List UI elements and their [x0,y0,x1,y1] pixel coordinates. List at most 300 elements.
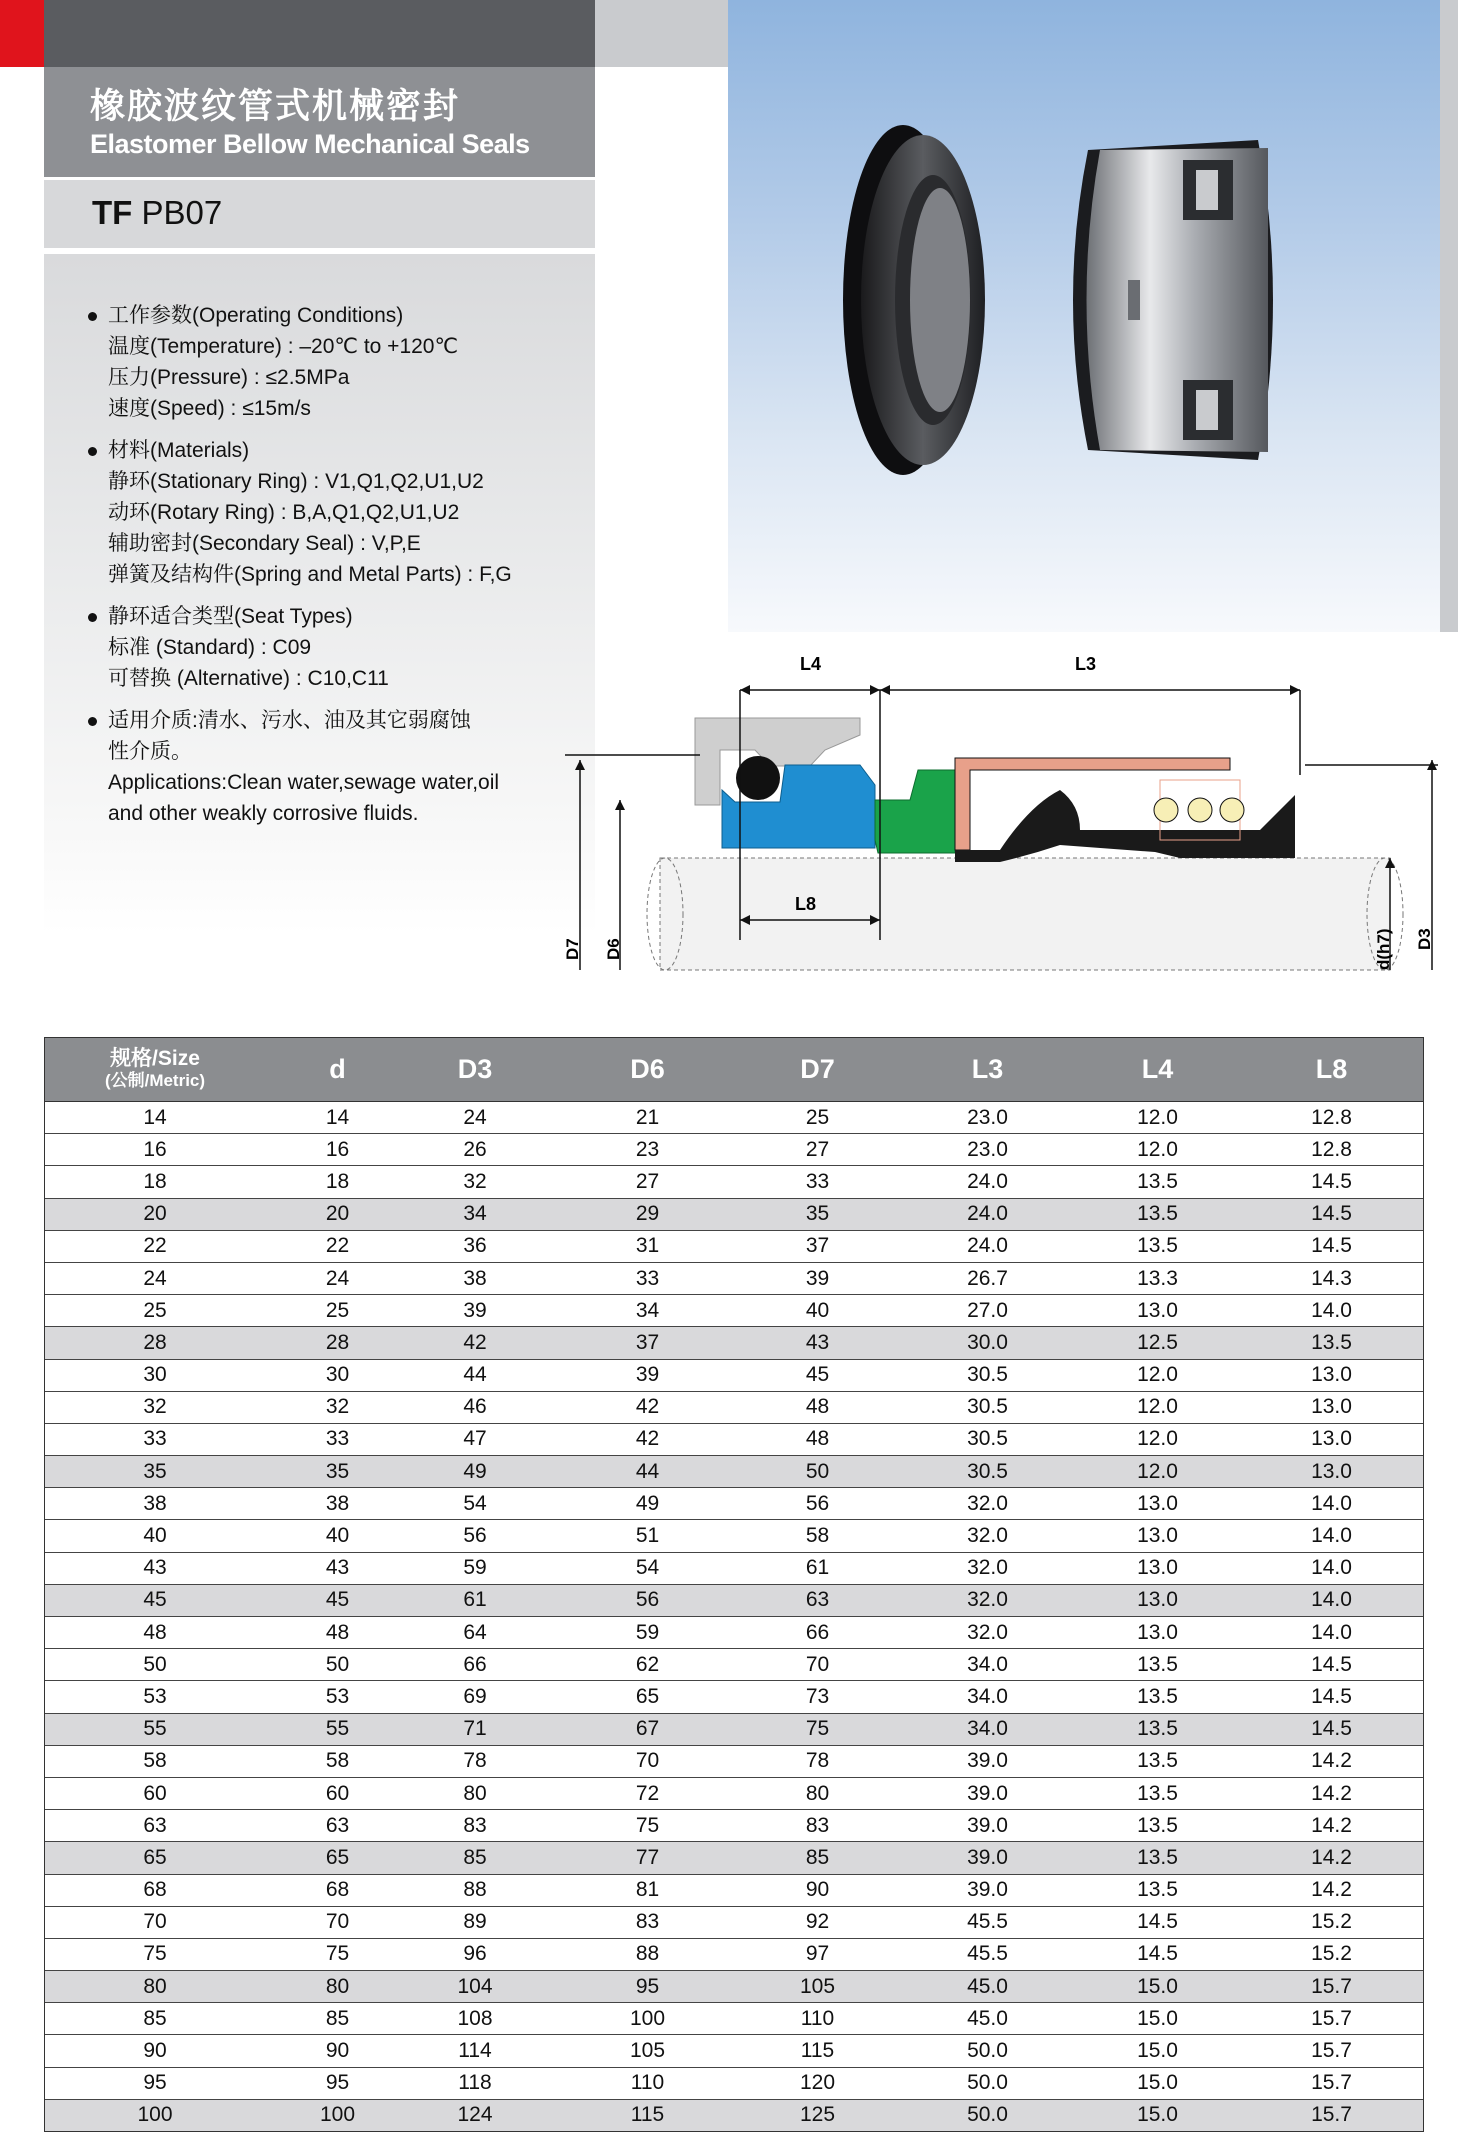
cell-L3: 39.0 [967,1845,1008,1869]
cell-D6: 21 [635,1105,660,1129]
cell-D7: 78 [805,1749,830,1773]
cell-L3: 32.0 [967,1524,1008,1548]
cell-L4: 13.5 [1137,1878,1178,1902]
cell-D6: 42 [635,1427,660,1451]
cell-L8: 14.5 [1311,1202,1352,1226]
cell-L3: 50.0 [967,2071,1008,2095]
cell-L3: 27.0 [967,1298,1008,1322]
label-L3: L3 [1075,654,1097,674]
table-row [45,1649,1423,1681]
cell-size: 24 [143,1266,167,1290]
cell-L3: 24.0 [967,1202,1008,1226]
cell-D6: 75 [635,1813,660,1837]
cell-L8: 14.0 [1311,1298,1352,1322]
table-row [45,1295,1423,1327]
spec-line: 标准 (Standard) : C09 [108,636,312,659]
cell-D3: 47 [463,1427,487,1451]
cell-L8: 15.2 [1311,1942,1352,1966]
cross-section-diagram [560,640,1440,1000]
table-row [45,1585,1423,1617]
header-L8: L8 [1315,1054,1348,1084]
cell-L4: 13.5 [1137,1652,1178,1676]
cell-L8: 14.2 [1311,1749,1352,1773]
cell-D6: 33 [635,1266,660,1290]
table-row [45,1134,1423,1166]
table-row [45,1553,1423,1585]
label-d: d(h7) [1374,928,1393,970]
cell-D3: 66 [463,1652,487,1676]
cell-size: 22 [143,1234,167,1258]
cell-D6: 83 [635,1910,660,1934]
spec-heading: 材料(Materials) [88,435,568,466]
cell-size: 55 [143,1717,167,1741]
cell-size: 16 [143,1137,167,1161]
cell-d: 20 [325,1202,350,1226]
cell-D7: 48 [805,1395,830,1419]
table-row [45,1360,1423,1392]
cell-size: 40 [143,1524,167,1548]
cell-D6: 72 [635,1781,660,1805]
cell-L8: 15.2 [1311,1910,1352,1934]
cell-L3: 32.0 [967,1556,1008,1580]
cell-L4: 12.5 [1137,1330,1178,1354]
header-d: d [329,1054,346,1084]
cell-L4: 13.5 [1137,1781,1178,1805]
cell-size: 14 [143,1105,167,1129]
cell-L8: 15.7 [1311,2039,1352,2063]
cell-L8: 13.5 [1311,1330,1352,1354]
cell-size: 38 [143,1491,167,1515]
cell-L4: 12.0 [1137,1137,1178,1161]
cell-D6: 95 [635,1974,660,1998]
table-row [45,1681,1423,1713]
cell-D3: 118 [458,2071,492,2095]
cell-L3: 23.0 [967,1105,1008,1129]
cell-D3: 32 [463,1169,487,1193]
title-chinese: 橡胶波纹管式机械密封 [90,87,461,126]
table-row [45,1424,1423,1456]
cell-L8: 12.8 [1311,1105,1352,1129]
cell-size: 90 [143,2039,167,2063]
cell-size: 20 [143,1202,167,1226]
cell-D7: 43 [805,1330,830,1354]
table-row [45,1263,1423,1295]
cell-D3: 38 [463,1266,487,1290]
cell-d: 28 [325,1330,350,1354]
cell-D7: 58 [805,1524,830,1548]
cell-size: 32 [143,1395,167,1419]
cell-L4: 12.0 [1137,1459,1178,1483]
cell-D7: 70 [805,1652,830,1676]
cell-D6: 27 [635,1169,660,1193]
operating-conditions [88,300,568,424]
cell-D7: 92 [805,1910,830,1934]
table-row [45,1166,1423,1198]
cell-D3: 89 [463,1910,487,1934]
cell-L4: 14.5 [1137,1942,1178,1966]
cell-L4: 15.0 [1137,1974,1178,1998]
spec-heading: 静环适合类型(Seat Types) [88,601,568,632]
cell-d: 43 [325,1556,350,1580]
shaft [647,858,1403,970]
model-name [92,194,222,232]
cell-D7: 73 [805,1684,830,1708]
table-row [45,1746,1423,1778]
cell-D7: 37 [805,1234,830,1258]
cell-L3: 50.0 [967,2039,1008,2063]
cell-L3: 39.0 [967,1878,1008,1902]
cell-d: 30 [325,1363,350,1387]
cell-size: 35 [143,1459,167,1483]
cell-D3: 24 [463,1105,487,1129]
cell-L8: 14.0 [1311,1524,1352,1548]
cell-D7: 40 [805,1298,830,1322]
seal-photo-illustration [728,0,1440,632]
cell-D7: 35 [805,1202,830,1226]
spec-line: Applications:Clean water,sewage water,oil [108,771,500,794]
cell-D7: 27 [805,1137,830,1161]
top-bar-dark-block [44,0,595,67]
materials [88,435,568,590]
cell-size: 48 [143,1620,167,1644]
cell-L8: 14.5 [1311,1717,1352,1741]
cell-D7: 33 [805,1169,830,1193]
cell-D6: 51 [635,1524,660,1548]
cell-size: 53 [143,1684,167,1708]
cell-D3: 124 [457,2103,493,2127]
cell-D7: 120 [799,2071,836,2095]
cell-size: 45 [143,1588,167,1612]
cell-D6: 100 [629,2006,666,2030]
header-D7: D7 [800,1054,835,1084]
cell-D3: 85 [463,1845,487,1869]
cell-L8: 14.2 [1311,1813,1352,1837]
cell-L4: 13.0 [1137,1556,1178,1580]
cell-L3: 26.7 [967,1266,1008,1290]
cell-L8: 12.8 [1311,1137,1352,1161]
cell-L4: 15.0 [1137,2103,1178,2127]
cell-d: 38 [325,1491,350,1515]
table-row [45,1231,1423,1263]
spec-line: 压力(Pressure) : ≤2.5MPa [108,366,350,389]
cell-D6: 110 [630,2071,665,2095]
model-panel [44,180,595,248]
title-panel [44,67,595,177]
cell-D6: 29 [635,1202,660,1226]
cell-D6: 65 [635,1684,660,1708]
spec-line: 温度(Temperature) : –20℃ to +120℃ [108,335,459,358]
table-row [45,1778,1423,1810]
header-L4: L4 [1141,1054,1174,1084]
cell-L4: 13.0 [1137,1588,1178,1612]
cell-d: 53 [325,1684,350,1708]
cell-L8: 14.0 [1311,1556,1352,1580]
cell-D7: 66 [805,1620,830,1644]
cell-L8: 14.5 [1311,1684,1352,1708]
cell-L4: 12.0 [1137,1395,1178,1419]
cell-L8: 14.5 [1311,1169,1352,1193]
cell-D7: 39 [805,1266,830,1290]
cell-D6: 67 [635,1717,660,1741]
cell-size: 25 [143,1298,167,1322]
table-row [45,1392,1423,1424]
model-prefix: TF [92,194,133,231]
cell-D7: 63 [805,1588,830,1612]
cell-D3: 61 [463,1588,487,1612]
spec-line: 静环(Stationary Ring) : V1,Q1,Q2,U1,U2 [108,470,484,493]
cell-L8: 14.0 [1311,1620,1352,1644]
cell-d: 32 [325,1395,350,1419]
spec-line: 速度(Speed) : ≤15m/s [108,397,311,420]
spec-list [88,300,568,840]
cell-d: 18 [325,1169,350,1193]
cell-d: 63 [325,1813,350,1837]
cell-D7: 56 [805,1491,830,1515]
cell-d: 58 [325,1749,350,1773]
cell-L3: 32.0 [967,1620,1008,1644]
cell-d: 16 [325,1137,350,1161]
cell-D6: 88 [635,1942,660,1966]
cell-size: 60 [143,1781,167,1805]
cell-D3: 78 [463,1749,487,1773]
cell-D6: 23 [635,1137,660,1161]
cell-L8: 14.2 [1311,1781,1352,1805]
cell-L4: 13.5 [1137,1845,1178,1869]
spec-line: 性介质。 [108,740,192,763]
cell-D3: 54 [463,1491,487,1515]
spring-coil [1188,798,1212,822]
cell-D7: 48 [805,1427,830,1451]
cell-d: 25 [325,1298,350,1322]
cell-L4: 13.5 [1137,1749,1178,1773]
cell-D3: 71 [463,1717,487,1741]
table-row [45,1842,1423,1874]
label-D3: D3 [1415,928,1434,950]
cell-D6: 56 [635,1588,660,1612]
cell-d: 45 [325,1588,350,1612]
cell-size: 18 [143,1169,167,1193]
cell-D3: 44 [463,1363,487,1387]
cell-L4: 13.5 [1137,1234,1178,1258]
cell-size: 85 [143,2006,167,2030]
cell-D7: 110 [800,2006,835,2030]
cell-d: 65 [325,1845,350,1869]
cell-L4: 13.5 [1137,1169,1178,1193]
cell-L4: 15.0 [1137,2006,1178,2030]
table-body [45,1102,1423,2131]
cell-L3: 32.0 [967,1588,1008,1612]
cell-L3: 34.0 [967,1684,1008,1708]
header-D6: D6 [630,1054,665,1084]
cell-d: 24 [325,1266,350,1290]
cell-D3: 26 [463,1137,487,1161]
label-L4: L4 [800,654,822,674]
cell-size: 95 [143,2071,167,2095]
table-row [45,1971,1423,2003]
cell-size: 28 [143,1330,167,1354]
photo-side-strip [1440,0,1458,632]
cell-D6: 39 [635,1363,660,1387]
cell-D3: 39 [463,1298,487,1322]
cell-D3: 104 [457,1974,493,1998]
table-row [45,1810,1423,1842]
cell-size: 68 [143,1878,167,1902]
spec-heading: 适用介质:清水、污水、油及其它弱腐蚀 [88,705,568,736]
cell-L4: 12.0 [1137,1105,1178,1129]
cell-L4: 15.0 [1137,2071,1178,2095]
cell-L8: 14.5 [1311,1234,1352,1258]
cell-D3: 56 [463,1524,487,1548]
table-header [45,1038,1423,1102]
table-row [45,1102,1423,1134]
cell-L8: 14.2 [1311,1845,1352,1869]
table-row [45,1939,1423,1971]
cell-D6: 115 [630,2103,665,2127]
cell-L8: 15.7 [1311,2103,1352,2127]
spec-line: and other weakly corrosive fluids. [108,802,419,825]
cell-L4: 15.0 [1137,2039,1178,2063]
cell-D3: 96 [463,1942,487,1966]
label-D7: D7 [563,938,582,960]
cell-L3: 45.5 [967,1942,1008,1966]
cell-D7: 85 [805,1845,830,1869]
cell-D3: 59 [463,1556,487,1580]
cell-L4: 13.0 [1137,1298,1178,1322]
label-D6: D6 [604,938,623,960]
cell-size: 30 [143,1363,167,1387]
cell-L3: 39.0 [967,1781,1008,1805]
cell-L4: 13.0 [1137,1491,1178,1515]
size-table [44,1037,1424,2132]
cell-D6: 42 [635,1395,660,1419]
seat-types [88,601,568,694]
cell-D3: 64 [463,1620,487,1644]
cell-d: 75 [325,1942,350,1966]
cell-D3: 34 [463,1202,487,1226]
table-row [45,1327,1423,1359]
table-row [45,1199,1423,1231]
cell-D6: 37 [635,1330,660,1354]
cell-size: 63 [143,1813,167,1837]
cell-D7: 125 [799,2103,836,2127]
table-row [45,1617,1423,1649]
cell-d: 100 [319,2103,356,2127]
o-ring [736,756,780,800]
table-row [45,1907,1423,1939]
cell-D3: 69 [463,1684,487,1708]
table-row [45,2035,1423,2067]
cell-D6: 31 [635,1234,660,1258]
cell-L8: 13.0 [1311,1363,1352,1387]
cell-D6: 77 [635,1845,660,1869]
cell-D3: 108 [457,2006,493,2030]
cell-size: 58 [143,1749,167,1773]
rotary-face [875,770,955,853]
cell-d: 80 [325,1974,350,1998]
label-L8: L8 [795,894,817,914]
cell-D3: 46 [463,1395,487,1419]
spec-line: 可替换 (Alternative) : C10,C11 [108,667,389,690]
spec-line: 动环(Rotary Ring) : B,A,Q1,Q2,U1,U2 [108,501,460,524]
cell-D3: 88 [463,1878,487,1902]
table-row [45,2068,1423,2100]
bellow [955,790,1295,862]
cell-D3: 49 [463,1459,487,1483]
spec-line: 辅助密封(Secondary Seal) : V,P,E [108,532,421,555]
rotary-unit-photo [1073,140,1273,460]
cell-D7: 25 [805,1105,830,1129]
cell-L8: 14.0 [1311,1588,1352,1612]
cell-L3: 39.0 [967,1749,1008,1773]
cell-L4: 14.5 [1137,1910,1178,1934]
cell-L3: 24.0 [967,1234,1008,1258]
cell-L8: 14.5 [1311,1652,1352,1676]
model-code: PB07 [141,194,223,231]
cell-d: 50 [325,1652,350,1676]
table-row [45,2003,1423,2035]
header-size: 规格/Size (公制/Metric) [104,1046,206,1090]
cell-d: 22 [325,1234,350,1258]
bullet-icon [88,717,97,726]
cell-D6: 62 [635,1652,660,1676]
header-D3: D3 [457,1054,493,1084]
bullet-icon [88,613,97,622]
cell-size: 50 [143,1652,167,1676]
cell-L3: 23.0 [967,1137,1008,1161]
cell-d: 48 [325,1620,350,1644]
cell-L8: 15.7 [1311,2006,1352,2030]
cell-d: 68 [325,1878,350,1902]
cell-D6: 70 [635,1749,660,1773]
cell-L4: 13.5 [1137,1813,1178,1837]
cell-D6: 81 [635,1878,660,1902]
cell-d: 40 [325,1524,350,1548]
cell-d: 90 [325,2039,350,2063]
cell-L8: 13.0 [1311,1459,1352,1483]
cell-D3: 80 [463,1781,487,1805]
cell-D7: 90 [805,1878,830,1902]
cell-size: 70 [143,1910,167,1934]
cell-L3: 32.0 [967,1491,1008,1515]
cell-L4: 12.0 [1137,1427,1178,1451]
cell-L3: 24.0 [967,1169,1008,1193]
cell-size: 65 [143,1845,167,1869]
cell-L4: 13.5 [1137,1684,1178,1708]
cell-L8: 14.2 [1311,1878,1352,1902]
cell-L8: 14.3 [1311,1266,1352,1290]
cell-L8: 15.7 [1311,1974,1352,1998]
cell-D3: 36 [463,1234,487,1258]
cell-L3: 30.5 [967,1459,1008,1483]
spring-coil [1154,798,1178,822]
cell-D6: 34 [635,1298,660,1322]
cell-d: 55 [325,1717,350,1741]
cell-L3: 30.5 [967,1427,1008,1451]
table-row [45,1456,1423,1488]
cell-L8: 15.7 [1311,2071,1352,2095]
cell-D7: 75 [805,1717,830,1741]
spec-heading: 工作参数(Operating Conditions) [88,300,568,331]
applications [88,705,568,829]
table-row [45,1875,1423,1907]
cell-d: 70 [325,1910,350,1934]
cell-size: 33 [143,1427,167,1451]
cell-D6: 44 [635,1459,660,1483]
table-row [45,2100,1423,2131]
cell-D6: 59 [635,1620,660,1644]
cell-L3: 45.0 [967,2006,1008,2030]
cell-D7: 105 [799,1974,836,1998]
